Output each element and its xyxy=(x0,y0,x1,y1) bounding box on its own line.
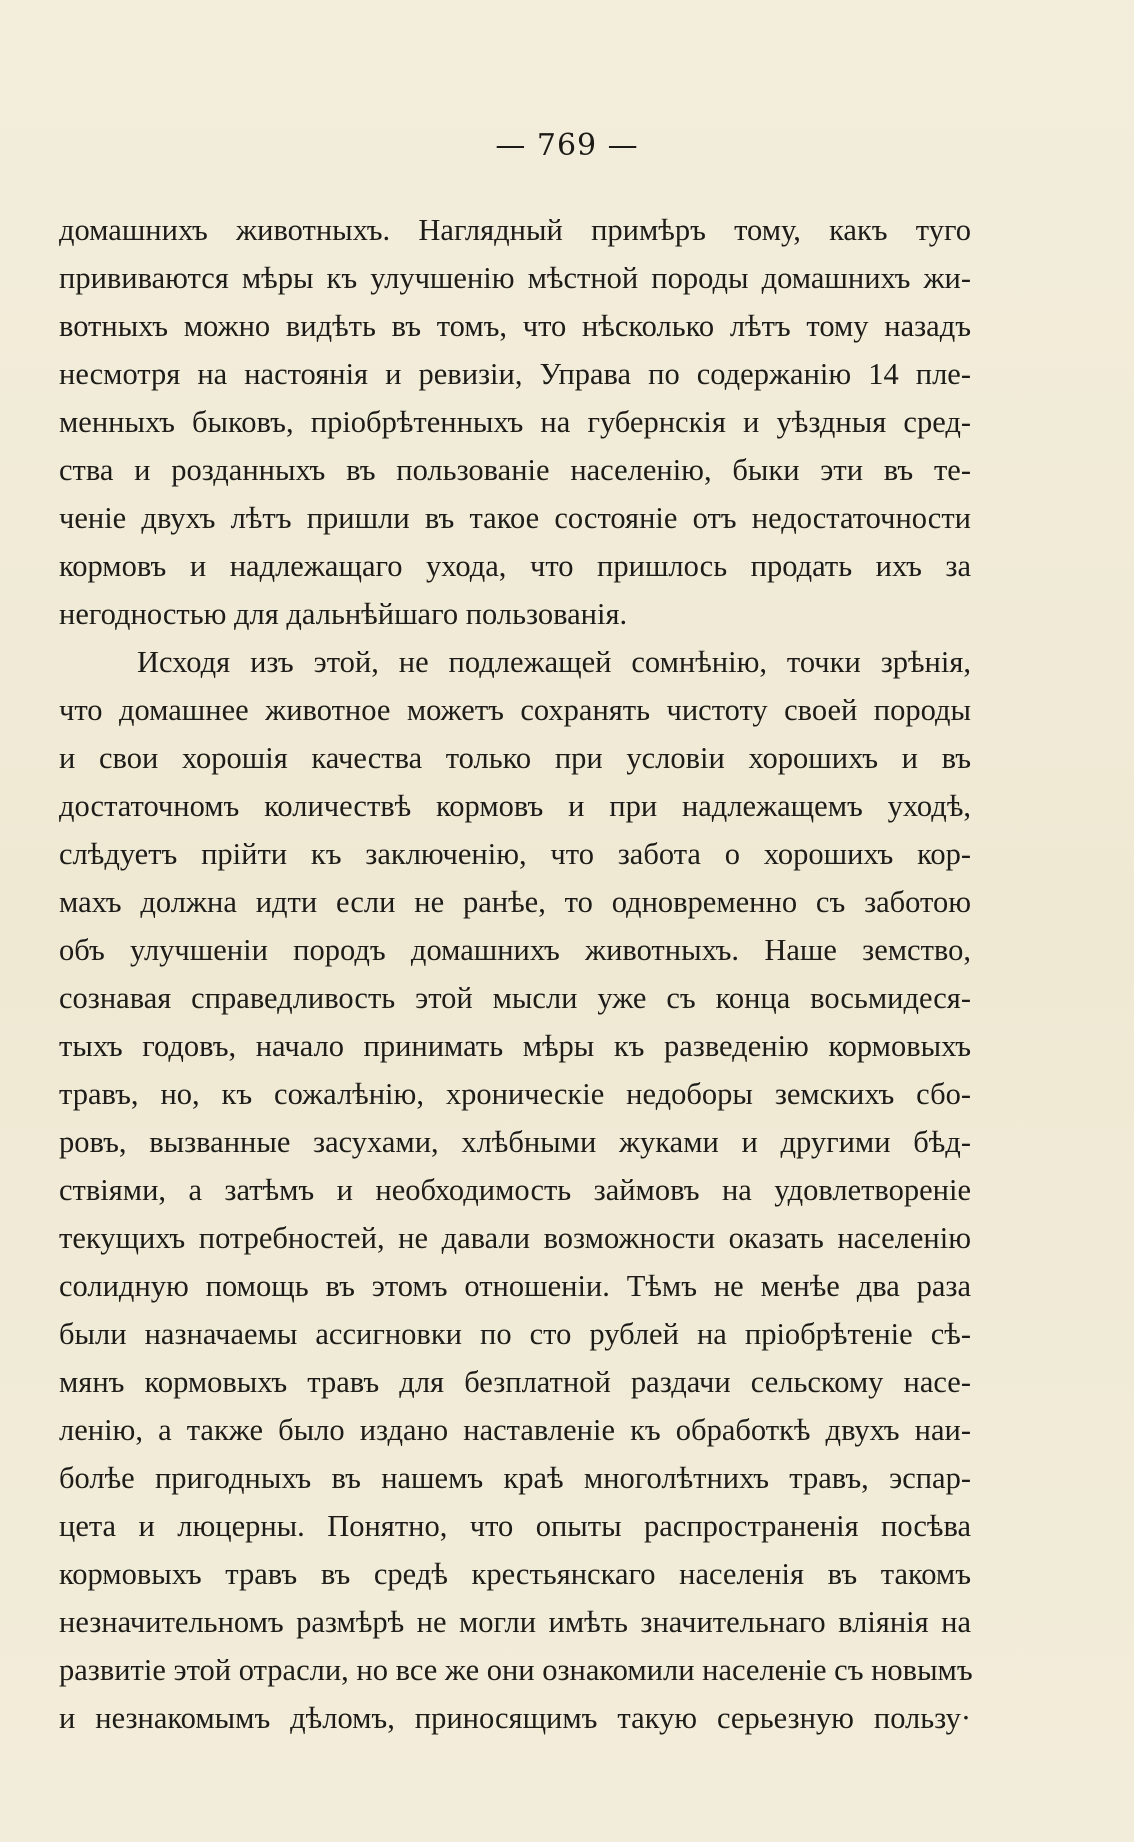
text-line: достаточномъ количествѣ кормовъ и при надлежащемъ уходѣ, xyxy=(59,789,971,823)
text-line: слѣдуетъ прійти къ заключенію, что забота о хорошихъ кор- xyxy=(59,837,971,871)
text-line: ленію, а также было издано наставленіе къ обработкѣ двухъ наи- xyxy=(59,1413,971,1447)
text-line: солидную помощь въ этомъ отношеніи. Тѣмъ не менѣе два раза xyxy=(59,1269,971,1303)
text-line: кормовъ и надлежащаго ухода, что пришлось продать ихъ за xyxy=(59,549,971,583)
text-line: кормовыхъ травъ въ средѣ крестьянскаго населенія въ такомъ xyxy=(59,1557,971,1591)
paragraph-1 xyxy=(59,206,971,638)
text-line: менныхъ быковъ, пріобрѣтенныхъ на губернскія и уѣздныя сред- xyxy=(59,405,971,439)
text-line: мянъ кормовыхъ травъ для безплатной раздачи сельскому насе- xyxy=(59,1365,971,1399)
text-line: ченіе двухъ лѣтъ пришли въ такое состояніе отъ недостаточности xyxy=(59,501,971,535)
text-line: негодностью для дальнѣйшаго пользованія. xyxy=(59,597,628,631)
text-line: и незнакомымъ дѣломъ, приносящимъ такую серьезную пользу· xyxy=(59,1701,971,1735)
page-number: — 769 — xyxy=(495,128,639,163)
text-line: были назначаемы ассигновки по сто рублей на пріобрѣтеніе сѣ- xyxy=(59,1317,971,1351)
text-line: болѣе пригодныхъ въ нашемъ краѣ многолѣтнихъ травъ, эспар- xyxy=(59,1461,971,1495)
text-line: тыхъ годовъ, начало принимать мѣры къ разведенію кормовыхъ xyxy=(59,1029,971,1063)
text-line: Исходя изъ этой, не подлежащей сомнѣнію, точки зрѣнія, xyxy=(137,645,971,679)
text-line: сознавая справедливость этой мысли уже съ конца восьмидеся- xyxy=(59,981,971,1015)
body-text xyxy=(59,206,971,1742)
text-line: текущихъ потребностей, не давали возможности оказать населенію xyxy=(59,1221,971,1255)
text-line: объ улучшеніи породъ домашнихъ животныхъ. Наше земство, xyxy=(59,933,971,967)
paragraph-2 xyxy=(59,638,971,1742)
text-line: что домашнее животное можетъ сохранять чистоту своей породы xyxy=(59,693,971,727)
text-line: домашнихъ животныхъ. Наглядный примѣръ тому, какъ туго xyxy=(59,213,971,247)
text-line: несмотря на настоянія и ревизіи, Управа по содержанію 14 пле- xyxy=(59,357,971,391)
text-line: ровъ, вызванные засухами, хлѣбными жуками и другими бѣд- xyxy=(59,1125,971,1159)
text-line: цета и люцерны. Понятно, что опыты распространенія посѣва xyxy=(59,1509,971,1543)
text-line: ствіями, а затѣмъ и необходимость займовъ на удовлетвореніе xyxy=(59,1173,971,1207)
text-line: и свои хорошія качества только при условіи хорошихъ и въ xyxy=(59,741,971,775)
text-line: незначительномъ размѣрѣ не могли имѣть значительнаго вліянія на xyxy=(59,1605,971,1639)
text-line: травъ, но, къ сожалѣнію, хроническіе недоборы земскихъ сбо- xyxy=(59,1077,971,1111)
text-line: развитіе этой отрасли, но все же они ознакомили населеніе съ новымъ xyxy=(59,1653,973,1687)
text-line: махъ должна идти если не ранѣе, то одновременно съ заботою xyxy=(59,885,971,919)
text-line: вотныхъ можно видѣть въ томъ, что нѣсколько лѣтъ тому назадъ xyxy=(59,309,971,343)
text-line: ства и розданныхъ въ пользованіе населенію, быки эти въ те- xyxy=(59,453,971,487)
text-line: прививаются мѣры къ улучшенію мѣстной породы домашнихъ жи- xyxy=(59,261,971,295)
